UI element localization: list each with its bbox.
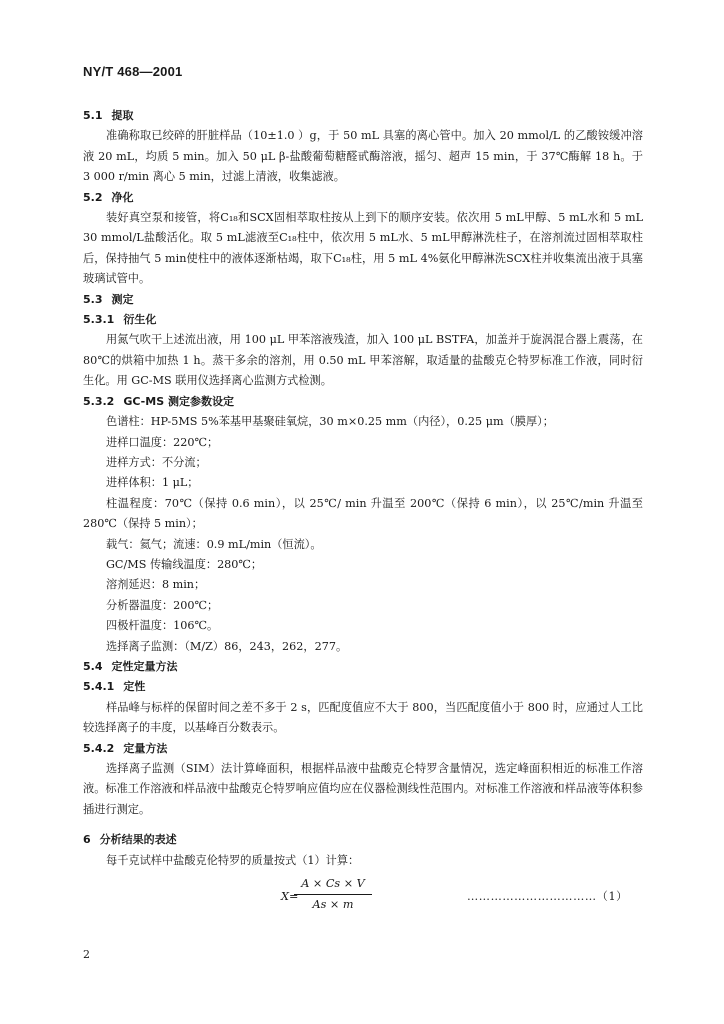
paragraph: 样品峰与标样的保留时间之差不多于 2 s，匹配度值应不大于 800，当匹配度值小于 800 时，应通过人工比较选择离子的丰度，以基峰百分数表示。 [83,700,643,735]
section-title: 净化 [111,190,134,204]
paragraph: 用氮气吹干上述流出液，用 100 μL 甲苯溶液残渣，加入 100 μL BSTFA，加盖并于旋涡混合器上震荡，在 80℃的烘箱中加热 1 h。蒸干多余的溶剂，用 0.50 mL 甲苯溶解，取适量的盐酸克仑特罗标准工作液，同时衍生化。用 GC-MS 联用仪选择离心监测方式检测。 [83,333,643,388]
section-title: 定量方法 [123,741,168,755]
paragraph: 装好真空泵和接管，将C₁₈和SCX固相萃取柱按从上到下的顺序安装。依次用 5 mL甲醇、5 mL水和 5 mL 30 mmol/L盐酸活化。取 5 mL滤液至C₁₈柱中，依次用 5 mL水、5 mL甲醇淋洗柱子，在溶剂流过固相萃取柱后，保持抽气 5 min使柱中的液体逐渐枯竭，取下C₁₈柱，用 5 mL 4%氨化甲醇淋洗SCX柱并收集流出液于具塞玻璃试管中。 [83,211,643,286]
section-number: 5.2 [83,190,103,204]
document-body [83,106,643,921]
equation-number: ……………………………（1） [467,890,628,904]
parameter-line: 分析器温度：200℃； [106,598,219,612]
section-heading [83,677,643,697]
section-heading [83,739,643,759]
section-number: 5.4.2 [83,741,115,755]
section-title: GC-MS 测定参数设定 [123,394,234,408]
parameter-line: 溶剂延迟：8 min； [106,578,206,592]
section-number: 5.4 [83,659,103,673]
section-number: 5.3 [83,292,103,306]
section-number: 5.4.1 [83,680,115,694]
parameter-line: 色谱柱：HP-5MS 5%苯基甲基聚硅氧烷，30 m×0.25 mm（内径），0.25 μm（膜厚）； [106,415,554,429]
section-heading [83,290,643,310]
parameter-line: 选择离子监测：（M/Z）86，243，262，277。 [106,639,348,653]
fraction-bar [294,894,372,895]
parameter-line: 进样体积：1 μL； [106,476,199,490]
paragraph: 准确称取已绞碎的肝脏样品（10±1.0 ）g，于 50 mL 具塞的离心管中。加入 20 mmol/L 的乙酸铵缓冲溶液 20 mL，均质 5 min。加入 50 μL β-盐酸葡萄糖醛甙酶溶液，摇匀、超声 15 min，于 37℃酶解 18 h。于 3 000 r/min 离心 5 min，过滤上清液，收集滤液。 [83,129,643,184]
parameter-line: 载气：氦气；流速：0.9 mL/min（恒流）。 [106,537,322,551]
formula-lhs: X= [281,890,299,904]
section-title: 分析结果的表述 [99,833,177,847]
paragraph: 每千克试样中盐酸克伦特罗的质量按式（1）计算： [106,853,360,867]
section-number: 5.3.2 [83,394,115,408]
section-heading [83,310,643,330]
paragraph: 选择离子监测（SIM）法计算峰面积，根据样品液中盐酸克仑特罗含量情况，选定峰面积相近的标准工作溶液。标准工作溶液和样品液中盐酸克仑特罗响应值均应在仪器检测线性范围内。对标准工作溶液和样品液等体积参插进行测定。 [83,762,643,816]
section-heading [83,657,643,677]
parameter-line: 进样方式：不分流； [106,455,207,469]
section-heading [83,188,643,208]
section-number: 6 [83,833,91,847]
section-heading [83,392,643,412]
parameter-line: GC/MS 传输线温度：280℃； [106,557,263,571]
section-title: 提取 [111,109,134,122]
section-number: 5.3.1 [83,313,115,327]
section-heading [83,830,643,850]
section-title: 定性定量方法 [111,659,178,673]
section-title: 测定 [111,292,134,306]
section-title: 衍生化 [123,313,157,327]
page-number: 2 [83,948,90,961]
formula-1 [83,875,643,921]
formula-numerator: A × Cs × V [301,877,365,891]
section-title: 定性 [123,680,146,694]
parameter-line: 四极杆温度：106℃。 [106,619,219,633]
standard-code: NY/T 468—2001 [83,64,183,79]
formula-denominator: As × m [312,898,354,912]
formula-fraction [294,875,372,914]
section-number: 5.1 [83,109,103,122]
spacer [83,820,643,830]
parameter-line: 进样口温度：220℃； [106,435,219,449]
paragraph: 柱温程度：70℃（保持 0.6 min），以 25℃/ min 升温至 200℃（保持 6 min），以 25℃/min 升温至 280℃（保持 5 min）； [83,496,643,531]
section-heading [83,106,643,126]
